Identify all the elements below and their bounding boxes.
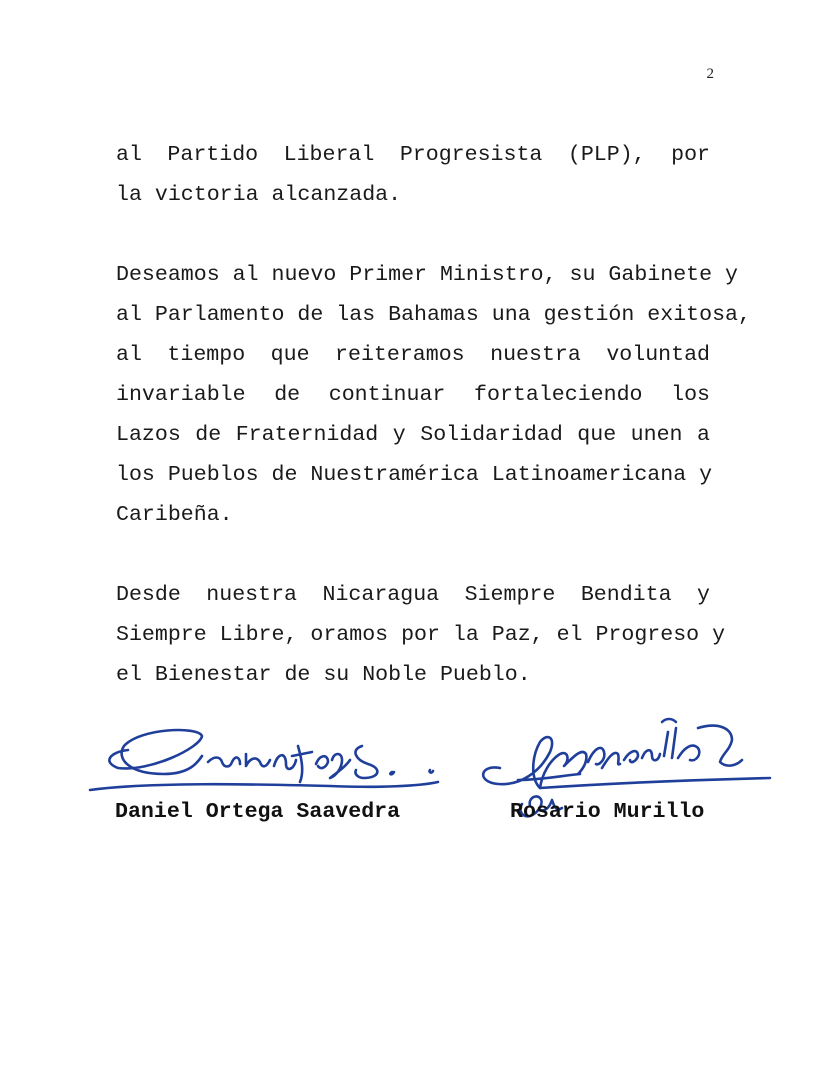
text-line: al tiempo que reiteramos nuestra voluntad xyxy=(116,343,710,367)
text-line: al Parlamento de las Bahamas una gestión exitosa, xyxy=(116,303,751,327)
signer-name-rosario-murillo: Rosario Murillo xyxy=(510,800,705,824)
paragraph-3 xyxy=(116,575,726,695)
text-line: Siempre Libre, oramos por la Paz, el Progreso y xyxy=(116,623,726,647)
signature-daniel-ortega xyxy=(80,722,450,812)
signer-name-daniel-ortega: Daniel Ortega Saavedra xyxy=(115,800,401,824)
text-line: los Pueblos de Nuestramérica Latinoamericana y xyxy=(116,463,713,487)
page-number: 2 xyxy=(706,66,714,82)
paragraph-2 xyxy=(116,255,751,535)
text-line: invariable de continuar fortaleciendo los xyxy=(116,383,710,407)
text-line: la victoria alcanzada. xyxy=(116,183,402,207)
paragraph-1 xyxy=(116,135,710,215)
text-line: al Partido Liberal Progresista (PLP), por xyxy=(116,143,710,167)
text-line: Lazos de Fraternidad y Solidaridad que unen a xyxy=(116,423,710,447)
text-line: el Bienestar de su Noble Pueblo. xyxy=(116,663,531,687)
text-line: Desde nuestra Nicaragua Siempre Bendita y xyxy=(116,583,710,607)
text-line: Caribeña. xyxy=(116,503,233,527)
text-line: Deseamos al nuevo Primer Ministro, su Gabinete y xyxy=(116,263,739,287)
